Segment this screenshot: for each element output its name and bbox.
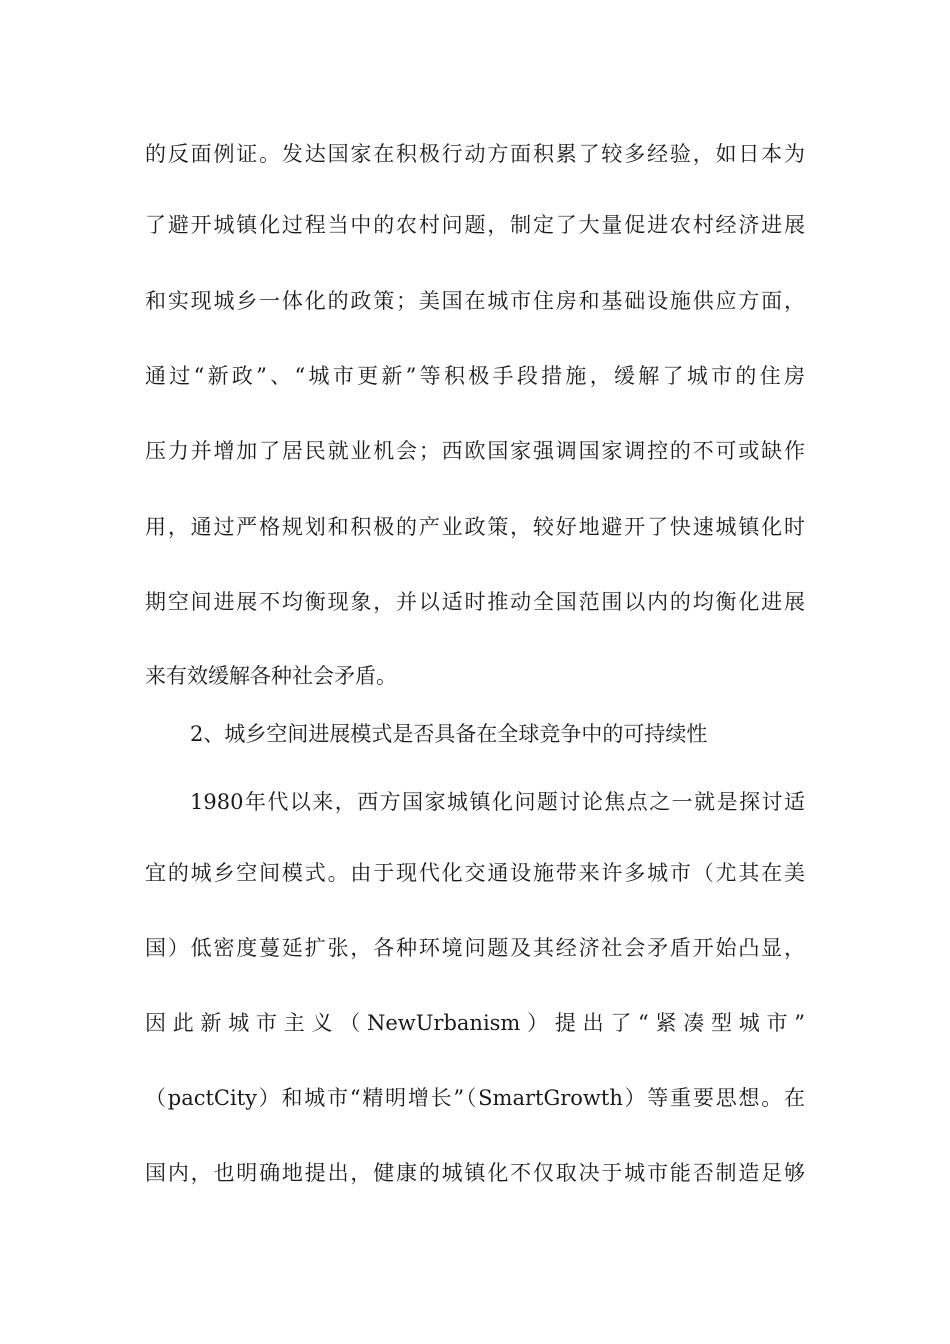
text-line-8: 来有效缓解各种社会矛盾。 <box>145 664 397 688</box>
text-line-10: 宜的城乡空间模式。由于现代化交通设施带来许多城市（尤其在美 <box>145 861 805 885</box>
text-line-3: 和实现城乡一体化的政策；美国在城市住房和基础设施供应方面， <box>145 289 805 313</box>
text-line-2: 了避开城镇化过程当中的农村问题，制定了大量促进农村经济进展 <box>145 213 805 237</box>
text-line-12: 因此新城市主义（NewUrbanism）提出了“紧凑型城市” <box>145 1011 805 1035</box>
text-line-7: 期空间进展不均衡现象，并以适时推动全国范围以内的均衡化进展 <box>145 590 805 614</box>
text-line-6: 用，通过严格规划和积极的产业政策，较好地避开了快速城镇化时 <box>145 515 805 539</box>
text-line-1: 的反面例证。发达国家在积极行动方面积累了较多经验，如日本为 <box>145 142 805 166</box>
section-heading: 2、城乡空间进展模式是否具备在全球竞争中的可持续性 <box>190 722 708 746</box>
text-line-13: （pactCity）和城市“精明增长”（SmartGrowth）等重要思想。在 <box>145 1086 805 1110</box>
text-line-5: 压力并增加了居民就业机会；西欧国家强调国家调控的不可或缺作 <box>145 439 805 463</box>
text-line-4: 通过“新政”、“城市更新”等积极手段措施，缓解了城市的住房 <box>145 364 805 388</box>
text-line-9: 1980年代以来，西方国家城镇化问题讨论焦点之一就是探讨适 <box>190 790 805 814</box>
text-line-14: 国内，也明确地提出，健康的城镇化不仅取决于城市能否制造足够 <box>145 1161 805 1185</box>
text-line-11: 国）低密度蔓延扩张，各种环境问题及其经济社会矛盾开始凸显， <box>145 936 805 960</box>
